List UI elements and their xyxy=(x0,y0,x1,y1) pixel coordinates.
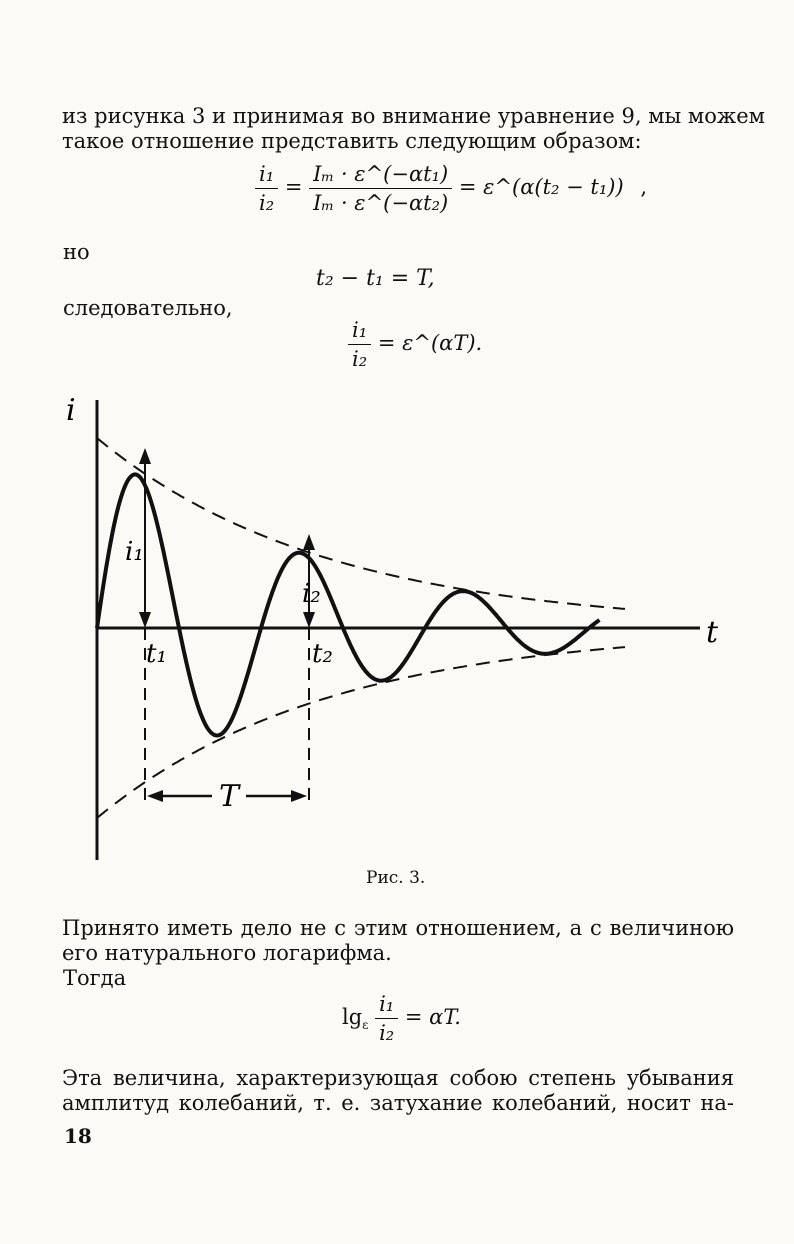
figure-caption: Рис. 3. xyxy=(366,868,426,888)
denominator: i₂ xyxy=(379,1021,395,1045)
result: = αT. xyxy=(404,1005,461,1029)
text-line: Принято иметь дело не с этим отношением, а с величиною xyxy=(62,916,734,940)
text-line: из рисунка 3 и принимая во внимание уравнение 9, мы можем xyxy=(62,104,765,128)
formula-period: t₂ − t₁ = T, xyxy=(316,266,435,291)
formula-ratio-exp xyxy=(348,318,482,371)
numerator: Iₘ · ε^(−αt₁) xyxy=(309,162,452,189)
log-base: ε xyxy=(362,1018,369,1033)
i1-arrow-head-bottom xyxy=(139,612,151,628)
comma: , xyxy=(640,175,648,199)
fraction-amplitudes xyxy=(309,162,452,215)
denominator: i₂ xyxy=(352,347,368,371)
text-line: такое отношение представить следующим образом: xyxy=(62,129,642,153)
text-line: амплитуд колебаний, т. е. затухание колебаний, носит на- xyxy=(62,1091,734,1115)
log-prefix: lg xyxy=(342,1005,363,1029)
text-line: Эта величина, характеризующая собою степень убывания xyxy=(62,1066,734,1090)
numerator: i₁ xyxy=(375,992,398,1019)
t2-label: t₂ xyxy=(312,639,333,669)
denominator: Iₘ · ε^(−αt₂) xyxy=(313,191,449,215)
paragraph-intro xyxy=(62,104,765,154)
exponential-result: = ε^(αT). xyxy=(377,331,483,355)
t-axis-label: t xyxy=(706,615,719,650)
i1-label: i₁ xyxy=(125,537,144,567)
paragraph-damping xyxy=(62,1066,734,1116)
fraction-i1-i2 xyxy=(375,992,398,1045)
fraction-i1-i2 xyxy=(255,162,278,215)
formula-log-decrement xyxy=(342,992,461,1045)
i2-label: i₂ xyxy=(302,579,321,609)
period-arrow-right xyxy=(291,790,307,802)
numerator: i₁ xyxy=(255,162,278,189)
text-line: его натурального логарифма. xyxy=(62,941,392,965)
period-arrow-left xyxy=(147,790,163,802)
i2-arrow-head-top xyxy=(303,534,315,550)
i2-arrow-head-bottom xyxy=(303,612,315,628)
word-no: но xyxy=(63,240,90,264)
page-number: 18 xyxy=(64,1124,92,1148)
oscillation-curve xyxy=(97,474,600,735)
damped-oscillation-chart xyxy=(0,390,794,870)
lower-envelope-line xyxy=(97,647,625,818)
numerator: i₁ xyxy=(348,318,371,345)
upper-envelope-line xyxy=(97,438,625,609)
figure-damped-oscillation xyxy=(0,390,794,870)
i1-arrow-head-top xyxy=(139,448,151,464)
word-sledovatelno: следовательно, xyxy=(63,296,233,320)
formula-ratio-expansion: $\frac{\text{i₁}}{\text{i₂}}$ = $\frac{\text{Iₘ · ε\textasciicircum{}(−αt₁)}}{\text{Iₘ · ε\textasciicircum{}(−αt₂)}}$ = ε^(α(t₂ − t₁)) , xyxy=(255,162,647,215)
word-togda: Тогда xyxy=(63,966,127,990)
denominator: i₂ xyxy=(259,191,275,215)
fraction-i1-i2 xyxy=(348,318,371,371)
t1-label: t₁ xyxy=(146,639,167,669)
paragraph-logarithm xyxy=(62,916,734,966)
period-label: T xyxy=(219,779,240,814)
i-axis-label: i xyxy=(66,393,76,428)
exponential-result: ε^(α(t₂ − t₁)) xyxy=(483,175,624,199)
